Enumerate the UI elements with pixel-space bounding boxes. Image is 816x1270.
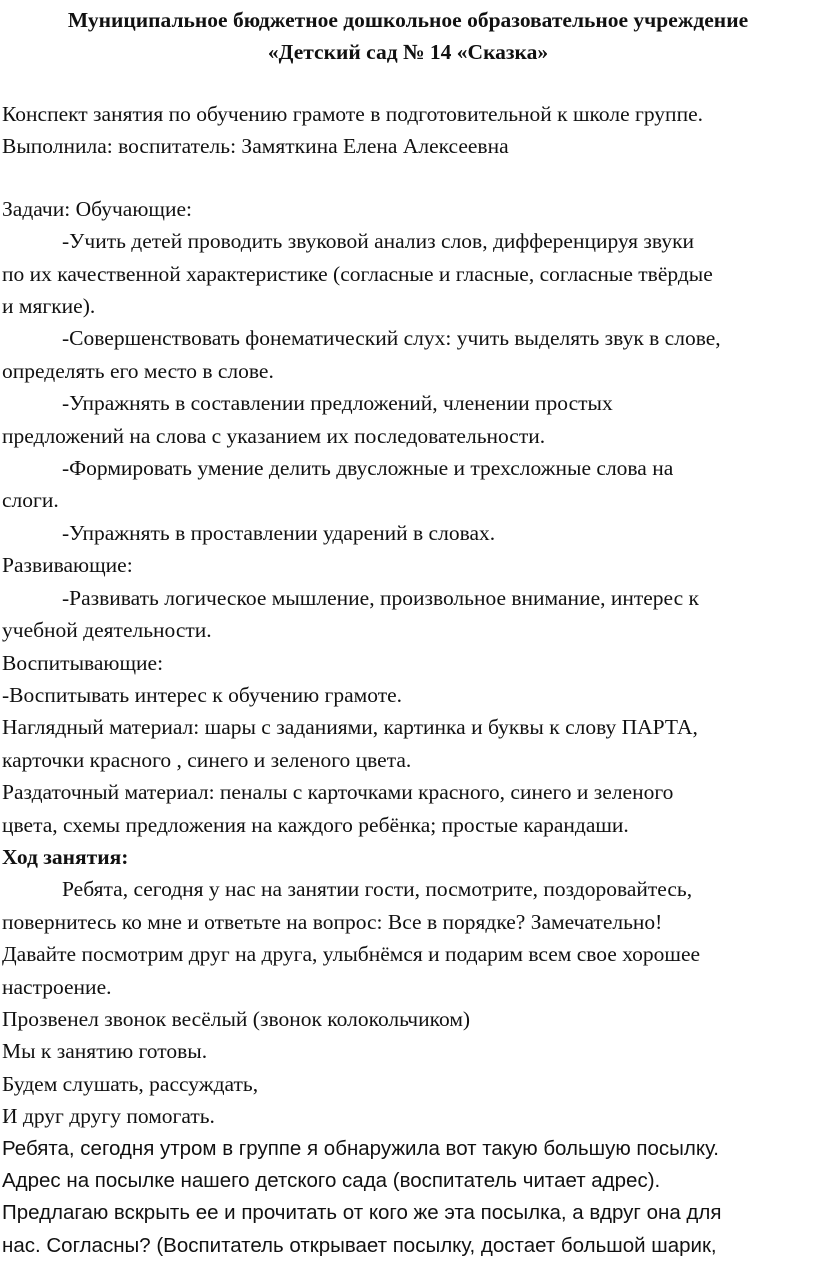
spacer <box>2 163 814 193</box>
task-line: по их качественной характеристике (согласные и гласные, согласные твёрдые <box>2 261 713 286</box>
story-line: Адрес на посылке нашего детского сада (воспитатель читает адрес). <box>2 1169 661 1192</box>
tasks-section <box>2 193 814 712</box>
lesson-section <box>2 841 814 1262</box>
educating-line: -Воспитывать интерес к обучению грамоте. <box>2 682 403 707</box>
task-line: -Формировать умение делить двусложные и трехсложные слова на <box>62 456 674 481</box>
poem-line: И друг другу помогать. <box>2 1104 215 1129</box>
task-line: -Упражнять в проставлении ударений в словах. <box>62 520 496 545</box>
educating-heading: Воспитывающие: <box>2 650 164 675</box>
handout-material-line: Раздаточный материал: пеналы с карточками красного, синего и зеленого <box>2 780 674 805</box>
intro-block <box>2 98 814 163</box>
task-line: слоги. <box>2 488 59 513</box>
header-line-1: Муниципальное бюджетное дошкольное образовательное учреждение <box>67 8 749 32</box>
developing-line: учебной деятельности. <box>2 618 212 643</box>
institution-header <box>2 0 814 68</box>
task-line: определять его место в слове. <box>2 358 274 383</box>
intro-title: Конспект занятия по обучению грамоте в подготовительной к школе группе. <box>2 102 703 126</box>
visual-material-line: карточки красного , синего и зеленого цвета. <box>2 747 412 772</box>
tasks-heading: Задачи: Обучающие: <box>2 196 192 221</box>
task-line: -Учить детей проводить звуковой анализ слов, дифференцируя звуки <box>62 229 695 254</box>
header-line-2: «Детский сад № 14 «Сказка» <box>267 40 549 64</box>
poem-line: Мы к занятию готовы. <box>2 1039 208 1064</box>
lesson-paragraph-line: Ребята, сегодня у нас на занятии гости, посмотрите, поздоровайтесь, <box>62 877 693 902</box>
materials-section <box>2 711 814 841</box>
poem-line: Прозвенел звонок весёлый (звонок колокольчиком) <box>2 1006 471 1031</box>
lesson-paragraph-line: настроение. <box>2 974 112 999</box>
task-line: -Совершенствовать фонематический слух: учить выделять звук в слове, <box>62 326 721 351</box>
developing-line: -Развивать логическое мышление, произвольное внимание, интерес к <box>62 585 700 610</box>
lesson-paragraph-line: Давайте посмотрим друг на друга, улыбнёмся и подарим всем свое хорошее <box>2 942 701 967</box>
visual-material-line: Наглядный материал: шары с заданиями, картинка и буквы к слову ПАРТА, <box>2 715 698 740</box>
lesson-paragraph-line: повернитесь ко мне и ответьте на вопрос: Все в порядке? Замечательно! <box>2 909 663 934</box>
story-line: Ребята, сегодня утром в группе я обнаружила вот такую большую посылку. <box>2 1136 719 1160</box>
handout-material-line: цвета, схемы предложения на каждого ребёнка; простые карандаши. <box>2 812 629 837</box>
developing-heading: Развивающие: <box>2 553 133 578</box>
task-line: -Упражнять в составлении предложений, членении простых <box>62 391 613 416</box>
story-line: Предлагаю вскрыть ее и прочитать от кого же эта посылка, а вдруг она для <box>2 1201 722 1225</box>
poem-line: Будем слушать, рассуждать, <box>2 1071 259 1096</box>
intro-author: Выполнила: воспитатель: Замяткина Елена Алексеевна <box>2 134 509 159</box>
task-line: предложений на слова с указанием их последовательности. <box>2 423 546 448</box>
task-line: и мягкие). <box>2 294 96 319</box>
story-line: нас. Согласны? (Воспитатель открывает посылку, достает большой шарик, <box>2 1233 717 1257</box>
lesson-heading: Ход занятия: <box>2 844 129 869</box>
spacer <box>2 68 814 98</box>
